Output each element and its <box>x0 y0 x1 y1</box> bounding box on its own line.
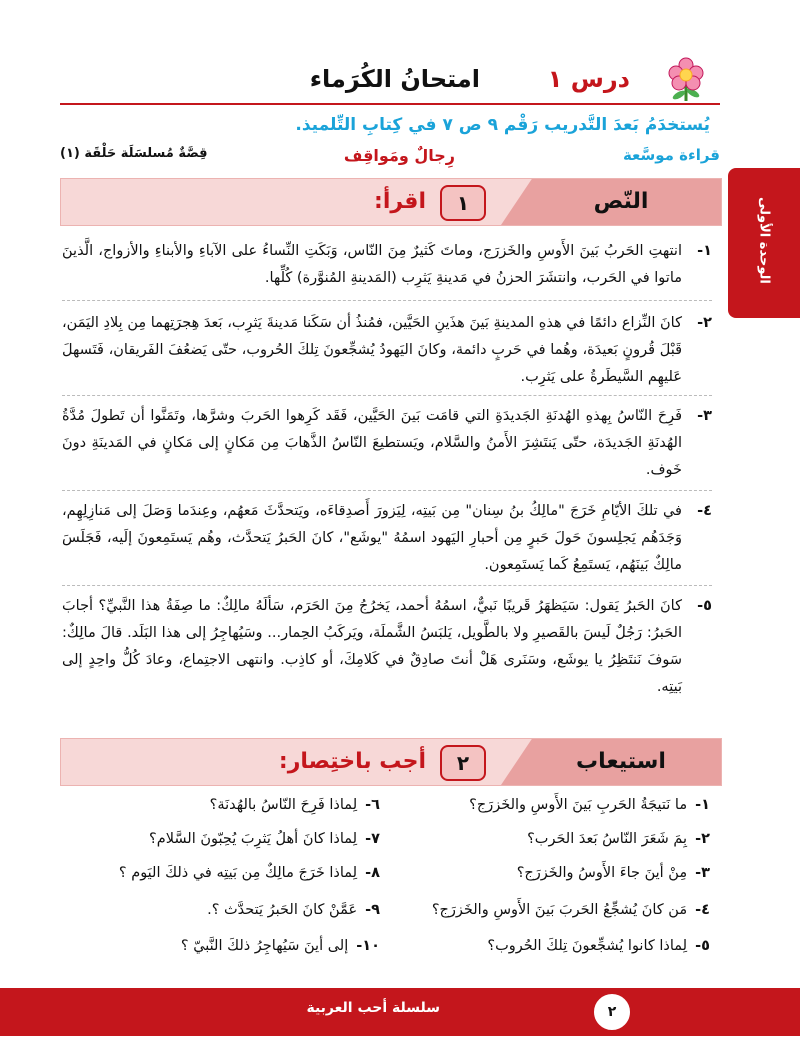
question-text: لِماذا كانَ أهلُ يَثرِبَ يُحِبّونَ السَّلام؟ <box>149 831 358 847</box>
question-item <box>149 827 380 851</box>
section-number-badge: ٢ <box>440 745 486 781</box>
question-text: مَن كانَ يُشجِّعُ الحَربَ بَينَ الأَوسِ والخَزرَج؟ <box>431 902 688 918</box>
paragraph-number: ٢- <box>697 315 712 331</box>
paragraph-text: كانَ الحَبرُ يَقول: سَيَظهَرُ قَريبًا نَبيٌّ، اسمُهُ أحمد، يَخرُجُ مِنَ الحَرَم، سَألَهُ مالِكٌ: ما صِفَةُ هذا النَّبيِّ؟ أجابَ الحَبرُ: رَجُلٌ لَيسَ بالقَصيرِ ولا بالطَّويل، يَلبَسُ الشَّملَة، ويَركَبُ الحِمار... وسَيُهاجِرُ إلى هذا البَلَد. قالَ مالِكٌ: سَوفَ نَنتَظِرُ يا يوشَع، وسَنَرى هَلْ أنتَ صادِقٌ في كَلامِكَ، أو كاذِب. وانتهى الاجتِماع، وعادَ كُلُّ واحِدٍ إلى بَيتِه. <box>62 598 682 695</box>
section-command: اقرأ: <box>374 189 426 214</box>
paragraph-text: في تلكَ الأيّامِ خَرَجَ "مالِكُ بنُ سِنان" مِن بَيتِه، لِيَزورَ أَصدِقاءَه، ويَتحدَّثَ مَعهُم، وعِندَما وَصَلَ إلى مَنازِلِهِم، وَجَدَهُم يَجلِسونَ حَولَ حَبرٍ مِن أحبارِ اليَهود اسمُهُ "يوشَع"، كانَ الحَبرُ يَتحدَّث، وهُم يَستَمِعونَ إلَيه، فَجَلَسَ مالِكٌ بَينَهُم، يَستَمِعُ كَما يَستَمِعون. <box>62 503 682 573</box>
question-item <box>487 934 710 958</box>
paragraph-number: ٣- <box>697 408 712 424</box>
question-text: لِماذا خَرَجَ مالِكٌ مِن بَيتِه في ذلكَ اليَوم ؟ <box>118 865 358 881</box>
question-number: ١٠- <box>356 938 380 954</box>
question-number: ٦- <box>365 797 380 813</box>
paragraph-text: كانَ النِّزاع دائمًا في هذهِ المدينةِ بَينَ هذَينِ الحَيَّين، فمُنذُ أن سَكَنا مَدينةَ يَثرِب، بَعدَ هِجرَتِهما مِن بِلادِ اليَمَن، قَبْلَ قُرونٍ بَعيدَة، وهُما في حَربٍ دائمة، وكانَ اليَهودُ يُشجِّعونَ تِلكَ الحُروب، حتّى يَضعُفَ الفَريقان، فَتَسهلَ عَليهِم السَّيطَرةُ على يَثرِب. <box>62 315 682 385</box>
paragraph-text: انتهتِ الحَربُ بَينَ الأَوسِ والخَزرَج، وماتَ كَثيرٌ مِنَ النّاس، وَبَكَتِ النِّساءُ على الآباءِ والأبناءِ والأزواج، الَّذينَ ماتوا في الحَرب، وانتشَرَ الحزنُ في مَدينةِ يَثرِب (المَدينةِ المُنوَّرة) كُلِّها. <box>62 243 682 286</box>
section-label: النّص <box>593 189 649 214</box>
question-item <box>527 827 710 851</box>
lesson-number: درس ١ <box>547 65 630 93</box>
paragraph <box>62 403 712 484</box>
question-number: ٨- <box>365 865 380 881</box>
question-text: لِماذا فَرِحَ النّاسُ بالهُدنَة؟ <box>209 797 358 813</box>
question-number: ١- <box>695 797 710 813</box>
paragraph <box>62 238 712 292</box>
question-item <box>119 861 380 885</box>
section-comprehension-bar <box>60 738 722 786</box>
topic-title: رِجالٌ ومَواقِف <box>343 146 455 165</box>
paragraph-number: ١- <box>697 243 712 259</box>
question-text: لِماذا كانوا يُشجِّعونَ تِلكَ الحُروب؟ <box>487 938 688 954</box>
paragraph-divider <box>62 585 712 586</box>
question-number: ٢- <box>695 831 710 847</box>
subheader-row <box>60 146 720 170</box>
question-number: ٩- <box>365 902 380 918</box>
paragraph-divider <box>62 300 712 301</box>
paragraph-divider <box>62 490 712 491</box>
question-item <box>210 793 380 817</box>
flower-icon <box>662 55 710 103</box>
paragraph <box>62 310 712 391</box>
question-text: بِمَ شَعَرَ النّاسُ بَعدَ الحَرب؟ <box>527 831 688 847</box>
question-item <box>469 793 710 817</box>
paragraph <box>62 593 712 701</box>
lesson-header <box>60 55 710 103</box>
question-number: ٤- <box>695 902 710 918</box>
question-item <box>432 898 710 922</box>
section-text-bar <box>60 178 722 226</box>
page-number: ٢ <box>592 992 632 1032</box>
question-number: ٧- <box>365 831 380 847</box>
question-text: إلى أينَ سَيُهاجِرُ ذلكَ النَّبيّ ؟ <box>180 938 349 954</box>
usage-note: يُستخدَمُ بَعدَ التَّدريب رَقْم ٩ ص ٧ في كِتابِ التِّلميذ. <box>295 115 710 135</box>
question-number: ٣- <box>695 865 710 881</box>
question-number: ٥- <box>695 938 710 954</box>
paragraph-text: فَرِحَ النّاسُ بِهذهِ الهُدنَةِ الجَديدَةِ التي قامَت بَينَ الحَيَّين، فَقَد كَرِهوا الحَربَ وشرَّها، وتَمَنَّوا أن تَطولَ مُدَّةُ الهُدنَةِ الجَديدَة، حتّى يَنتَشِرَ الأَمنُ والسَّلام، ويَستطيعَ النّاسُ الذَّهابَ مِن مَكانٍ إلى مَكانٍ في المَدينَةِ دونَ خَوف. <box>62 408 682 478</box>
question-item <box>181 934 380 958</box>
question-item <box>517 861 710 885</box>
section-number-badge: ١ <box>440 185 486 221</box>
series-note: قِصَّةٌ مُسلسَلَة حَلْقَة (١) <box>60 146 208 161</box>
reading-type: قراءة موسَّعة <box>622 146 720 164</box>
section-command: أجب باختِصار: <box>278 749 426 774</box>
unit-side-tab-label: الوحدة الأولى <box>756 196 772 284</box>
question-text: عَمَّنْ كانَ الحَبرُ يَتحدَّث ؟. <box>207 902 358 918</box>
paragraph-divider <box>62 395 712 396</box>
question-item <box>207 898 380 922</box>
paragraph-number: ٤- <box>697 503 712 519</box>
section-label: استيعاب <box>576 749 666 774</box>
footer-series-title: سلسلة أحب العربية <box>306 1000 440 1016</box>
question-text: مِنْ أينَ جاءَ الأَوسُ والخَزرَج؟ <box>516 865 688 881</box>
paragraph <box>62 498 712 579</box>
question-text: ما نَتيجَةُ الحَربِ بَينَ الأَوسِ والخَزرَج؟ <box>469 797 688 813</box>
header-divider <box>60 103 720 105</box>
paragraph-number: ٥- <box>697 598 712 614</box>
lesson-title: امتحانُ الكُرَماء <box>309 65 480 93</box>
